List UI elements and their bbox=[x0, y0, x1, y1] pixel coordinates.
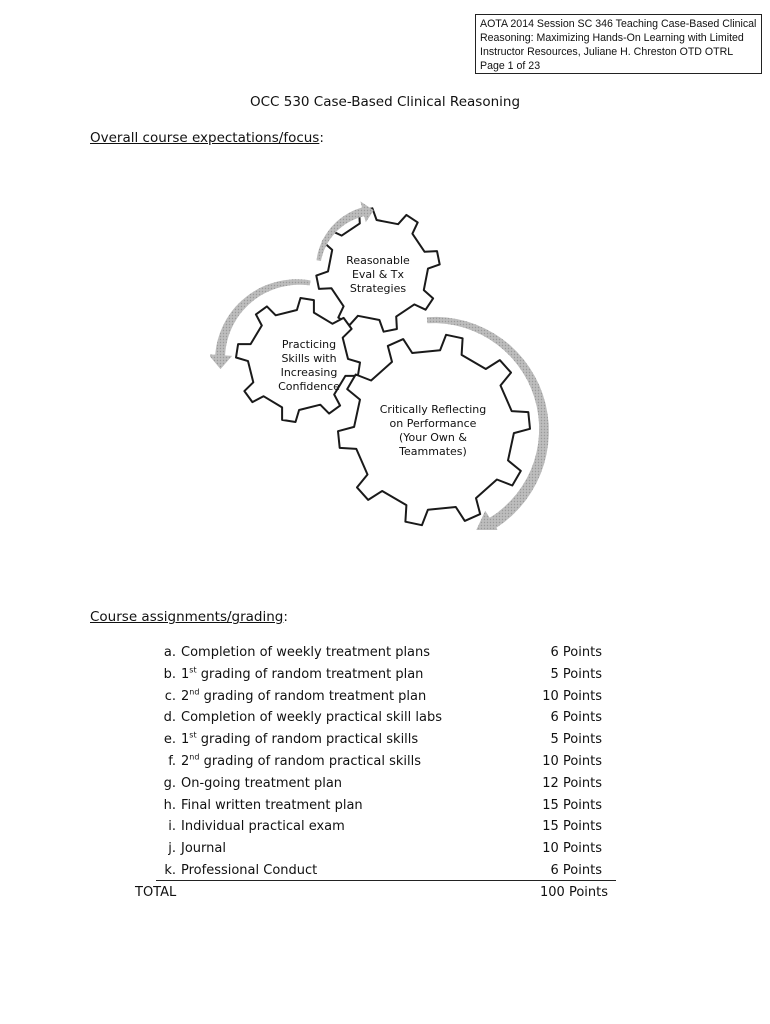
page-number: Page 1 of 23 bbox=[480, 60, 541, 72]
assignment-description: Completion of weekly treatment plans bbox=[181, 645, 431, 660]
assignment-letter: f. bbox=[168, 754, 176, 769]
assignment-text: grading of random practical skills bbox=[196, 732, 419, 748]
assignment-description: Professional Conduct bbox=[181, 863, 318, 878]
assignment-letter: a. bbox=[163, 645, 176, 660]
assignment-letter: j. bbox=[168, 841, 176, 857]
assignment-description bbox=[181, 687, 426, 707]
assignment-letter: b. bbox=[163, 666, 176, 682]
expectations-heading-colon: : bbox=[319, 130, 324, 146]
total-label: TOTAL bbox=[135, 885, 177, 900]
assignment-points: 12 Points bbox=[542, 775, 602, 791]
assignment-points: 6 Points bbox=[550, 710, 602, 726]
ordinal-number: 1 bbox=[181, 666, 190, 682]
assignment-points: 10 Points bbox=[542, 841, 602, 857]
assignment-letter: h. bbox=[163, 797, 176, 813]
expectations-heading-text: Overall course expectations/focus bbox=[90, 130, 320, 146]
assignment-description bbox=[181, 730, 418, 750]
assignment-row bbox=[156, 708, 616, 728]
assignment-description: Journal bbox=[181, 841, 226, 857]
assignment-row bbox=[156, 774, 616, 794]
ordinal-suffix: nd bbox=[189, 752, 200, 762]
assignment-points: 15 Points bbox=[542, 819, 602, 835]
assignment-row bbox=[156, 665, 616, 685]
assignment-text: grading of random treatment plan bbox=[199, 688, 427, 704]
ordinal-number: 1 bbox=[181, 732, 190, 748]
assignment-letter: k. bbox=[164, 863, 176, 878]
assignment-row bbox=[156, 796, 616, 816]
assignment-letter: g. bbox=[163, 775, 176, 791]
gear-label-critically-reflecting: Critically Reflecting on Performance (Your Own & Teammates) bbox=[379, 403, 487, 458]
ordinal-number: 2 bbox=[181, 754, 190, 769]
assignment-letter: c. bbox=[164, 688, 176, 704]
assignment-letter: d. bbox=[163, 710, 176, 726]
gear-label-reasonable-eval: Reasonable Eval & Tx Strategies bbox=[346, 254, 410, 295]
assignment-points: 5 Points bbox=[550, 666, 602, 682]
assignment-points: 5 Points bbox=[550, 732, 602, 748]
assignment-points: 15 Points bbox=[542, 797, 602, 813]
assignment-letter: i. bbox=[168, 819, 176, 835]
assignment-text: grading of random treatment plan bbox=[196, 666, 424, 682]
assignment-text: grading of random practical skills bbox=[199, 754, 422, 769]
assignment-description bbox=[181, 752, 421, 772]
assignment-row bbox=[156, 861, 616, 881]
assignment-points: 6 Points bbox=[550, 645, 602, 660]
assignments-heading bbox=[90, 609, 288, 625]
assignment-points: 6 Points bbox=[550, 863, 602, 878]
assignments-heading-colon: : bbox=[283, 609, 288, 625]
ordinal-suffix: nd bbox=[189, 687, 200, 697]
gear-label-practicing-skills: Practicing Skills with Increasing Confidence bbox=[278, 338, 340, 393]
assignment-description: On-going treatment plan bbox=[181, 775, 343, 791]
total-row bbox=[135, 883, 608, 903]
assignment-description: Completion of weekly practical skill labs bbox=[181, 710, 442, 726]
assignment-points: 10 Points bbox=[542, 754, 602, 769]
document-title: OCC 530 Case-Based Clinical Reasoning bbox=[249, 94, 521, 110]
assignment-letter: e. bbox=[163, 732, 176, 748]
assignment-row bbox=[156, 839, 616, 859]
ordinal-suffix: st bbox=[189, 730, 197, 740]
assignment-row bbox=[156, 730, 616, 750]
assignment-description: Individual practical exam bbox=[181, 819, 345, 835]
assignments-heading-text: Course assignments/grading bbox=[90, 609, 284, 625]
ordinal-suffix: st bbox=[189, 665, 197, 675]
expectations-heading bbox=[90, 130, 324, 146]
total-points: 100 Points bbox=[540, 885, 608, 900]
header-line: Reasoning: Maximizing Hands-On Learning with Limited bbox=[480, 32, 744, 44]
header-line: AOTA 2014 Session SC 346 Teaching Case-Based Clinical bbox=[480, 18, 757, 30]
assignment-row bbox=[156, 817, 616, 837]
ordinal-number: 2 bbox=[181, 688, 190, 704]
assignment-row bbox=[156, 752, 616, 772]
header-line: Instructor Resources, Juliane H. Chreston OTD OTRL bbox=[480, 46, 734, 58]
assignment-points: 10 Points bbox=[542, 688, 602, 704]
session-header-box bbox=[475, 14, 762, 74]
assignment-row bbox=[156, 687, 616, 707]
assignment-description bbox=[181, 665, 423, 685]
assignment-row bbox=[156, 643, 616, 663]
assignment-description: Final written treatment plan bbox=[181, 797, 363, 813]
